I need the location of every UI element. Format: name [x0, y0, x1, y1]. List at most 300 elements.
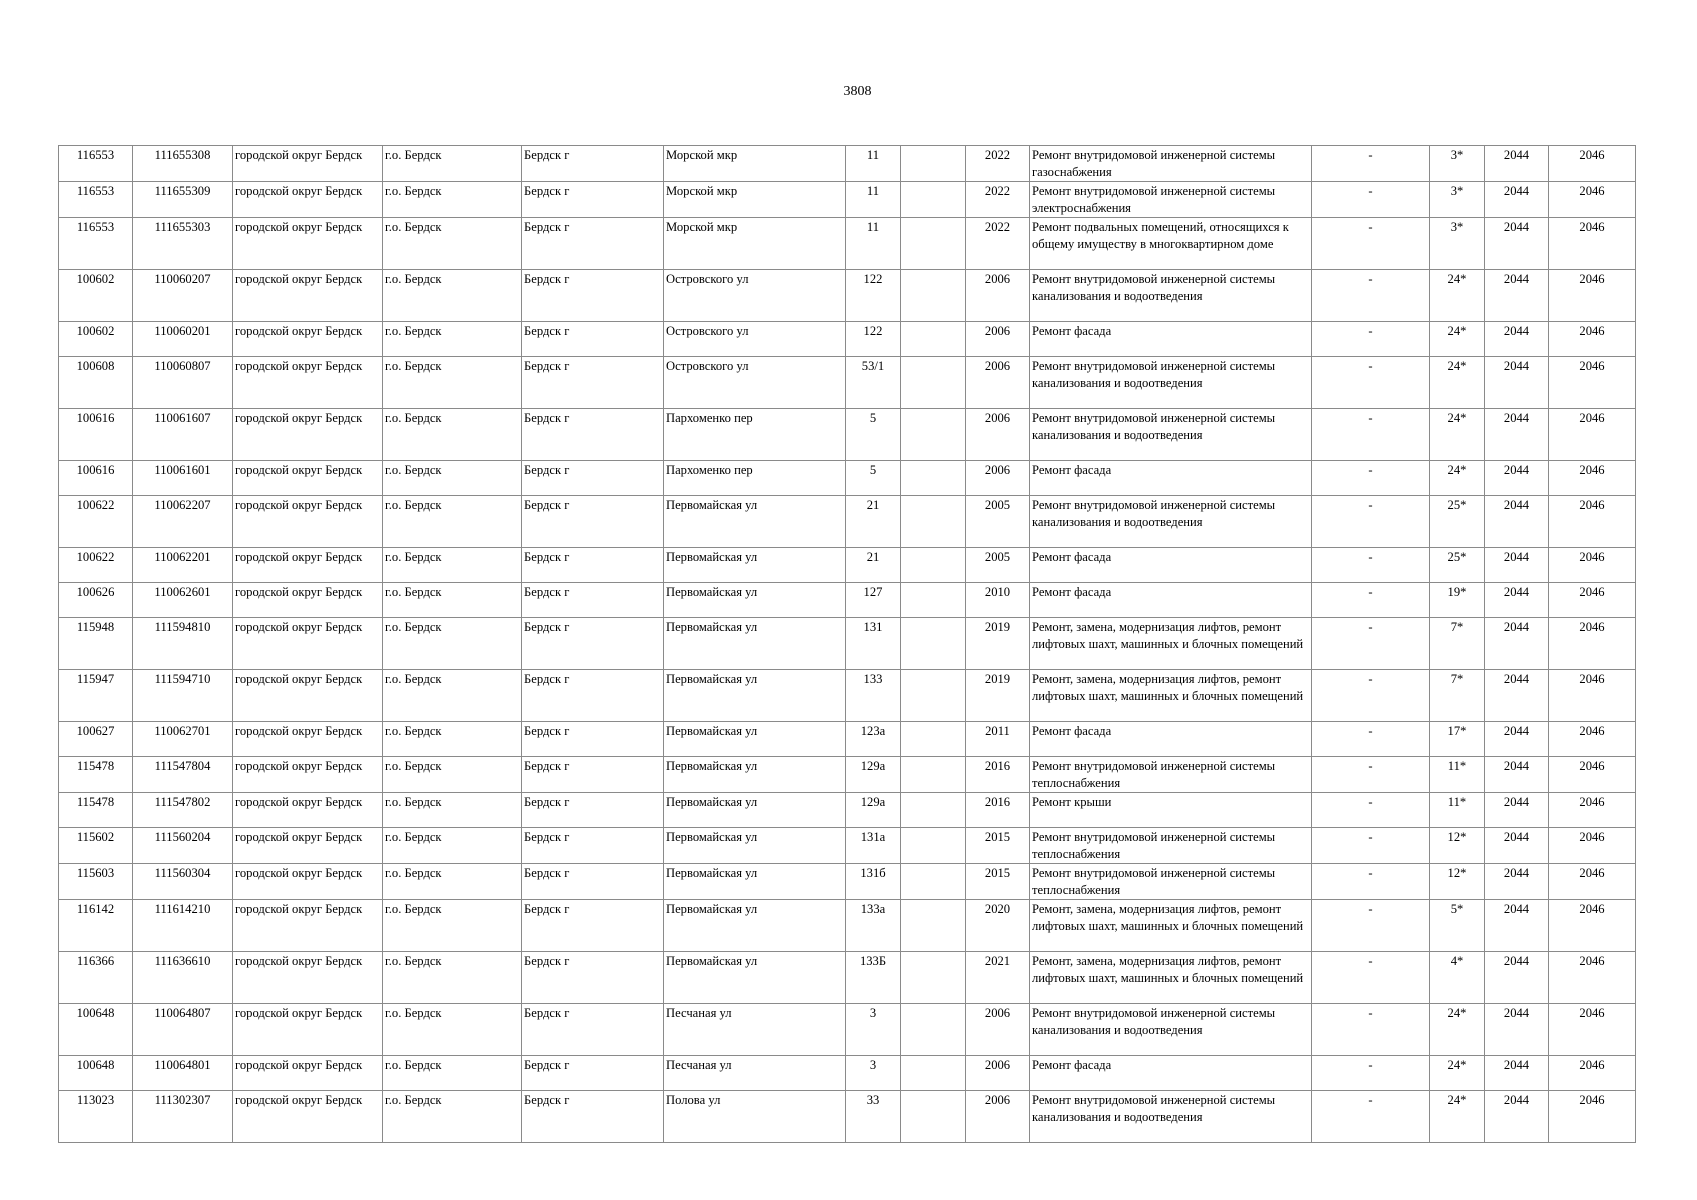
municipality-cell: г.о. Бердск	[383, 670, 522, 722]
work-type-cell: Ремонт фасада	[1030, 1056, 1312, 1091]
locality-cell: Бердск г	[522, 461, 664, 496]
period-cell: 12*	[1430, 864, 1485, 900]
dash-cell: -	[1312, 670, 1430, 722]
start-year-cell: 2044	[1485, 618, 1549, 670]
work-type-cell: Ремонт фасада	[1030, 722, 1312, 757]
house-cell: 11	[846, 218, 901, 270]
row-id: 115603	[59, 864, 133, 900]
locality-cell: Бердск г	[522, 670, 664, 722]
district-cell: городской округ Бердск	[233, 182, 383, 218]
start-year-cell: 2044	[1485, 357, 1549, 409]
house-cell: 122	[846, 270, 901, 322]
row-id: 116553	[59, 182, 133, 218]
street-cell: Первомайская ул	[664, 793, 846, 828]
locality-cell: Бердск г	[522, 548, 664, 583]
period-cell: 12*	[1430, 828, 1485, 864]
building-cell	[901, 461, 966, 496]
municipality-cell: г.о. Бердск	[383, 496, 522, 548]
district-cell: городской округ Бердск	[233, 952, 383, 1004]
house-cell: 131б	[846, 864, 901, 900]
district-cell: городской округ Бердск	[233, 146, 383, 182]
start-year-cell: 2044	[1485, 1056, 1549, 1091]
year-cell: 2006	[966, 1056, 1030, 1091]
table-row	[59, 218, 1636, 270]
work-code: 110062601	[133, 583, 233, 618]
street-cell: Первомайская ул	[664, 864, 846, 900]
house-cell: 123а	[846, 722, 901, 757]
municipality-cell: г.о. Бердск	[383, 1091, 522, 1143]
period-cell: 11*	[1430, 757, 1485, 793]
start-year-cell: 2044	[1485, 322, 1549, 357]
work-code: 110061601	[133, 461, 233, 496]
end-year-cell: 2046	[1549, 409, 1636, 461]
end-year-cell: 2046	[1549, 496, 1636, 548]
row-id: 100627	[59, 722, 133, 757]
table-row	[59, 461, 1636, 496]
year-cell: 2005	[966, 496, 1030, 548]
house-cell: 122	[846, 322, 901, 357]
street-cell: Первомайская ул	[664, 757, 846, 793]
building-cell	[901, 270, 966, 322]
locality-cell: Бердск г	[522, 583, 664, 618]
street-cell: Пархоменко пер	[664, 409, 846, 461]
house-cell: 3	[846, 1056, 901, 1091]
row-id: 115602	[59, 828, 133, 864]
district-cell: городской округ Бердск	[233, 496, 383, 548]
period-cell: 24*	[1430, 322, 1485, 357]
work-code: 111636610	[133, 952, 233, 1004]
district-cell: городской округ Бердск	[233, 270, 383, 322]
locality-cell: Бердск г	[522, 757, 664, 793]
work-code: 110064807	[133, 1004, 233, 1056]
district-cell: городской округ Бердск	[233, 828, 383, 864]
municipality-cell: г.о. Бердск	[383, 722, 522, 757]
building-cell	[901, 409, 966, 461]
locality-cell: Бердск г	[522, 357, 664, 409]
row-id: 115478	[59, 793, 133, 828]
table-row	[59, 496, 1636, 548]
start-year-cell: 2044	[1485, 864, 1549, 900]
table-row	[59, 357, 1636, 409]
work-code: 110062201	[133, 548, 233, 583]
work-code: 111560304	[133, 864, 233, 900]
dash-cell: -	[1312, 793, 1430, 828]
work-type-cell: Ремонт внутридомовой инженерной системы газоснабжения	[1030, 146, 1312, 182]
table-row	[59, 757, 1636, 793]
street-cell: Первомайская ул	[664, 952, 846, 1004]
dash-cell: -	[1312, 548, 1430, 583]
locality-cell: Бердск г	[522, 1056, 664, 1091]
row-id: 115478	[59, 757, 133, 793]
table-row	[59, 270, 1636, 322]
street-cell: Морской мкр	[664, 146, 846, 182]
row-id: 100648	[59, 1056, 133, 1091]
locality-cell: Бердск г	[522, 270, 664, 322]
dash-cell: -	[1312, 218, 1430, 270]
year-cell: 2016	[966, 757, 1030, 793]
locality-cell: Бердск г	[522, 182, 664, 218]
year-cell: 2019	[966, 618, 1030, 670]
building-cell	[901, 322, 966, 357]
row-id: 116553	[59, 218, 133, 270]
locality-cell: Бердск г	[522, 793, 664, 828]
start-year-cell: 2044	[1485, 583, 1549, 618]
locality-cell: Бердск г	[522, 828, 664, 864]
work-code: 111547802	[133, 793, 233, 828]
locality-cell: Бердск г	[522, 864, 664, 900]
municipality-cell: г.о. Бердск	[383, 900, 522, 952]
end-year-cell: 2046	[1549, 182, 1636, 218]
row-id: 100648	[59, 1004, 133, 1056]
locality-cell: Бердск г	[522, 1091, 664, 1143]
work-type-cell: Ремонт фасада	[1030, 548, 1312, 583]
year-cell: 2015	[966, 828, 1030, 864]
locality-cell: Бердск г	[522, 952, 664, 1004]
work-type-cell: Ремонт внутридомовой инженерной системы теплоснабжения	[1030, 757, 1312, 793]
work-code: 111594810	[133, 618, 233, 670]
period-cell: 4*	[1430, 952, 1485, 1004]
period-cell: 25*	[1430, 548, 1485, 583]
row-id: 100622	[59, 548, 133, 583]
street-cell: Островского ул	[664, 322, 846, 357]
house-cell: 131	[846, 618, 901, 670]
table-container	[58, 145, 1635, 1143]
table-row	[59, 1056, 1636, 1091]
street-cell: Песчаная ул	[664, 1004, 846, 1056]
year-cell: 2021	[966, 952, 1030, 1004]
period-cell: 24*	[1430, 1091, 1485, 1143]
start-year-cell: 2044	[1485, 218, 1549, 270]
work-code: 110060207	[133, 270, 233, 322]
building-cell	[901, 793, 966, 828]
dash-cell: -	[1312, 952, 1430, 1004]
municipality-cell: г.о. Бердск	[383, 793, 522, 828]
work-type-cell: Ремонт внутридомовой инженерной системы канализования и водоотведения	[1030, 1091, 1312, 1143]
year-cell: 2006	[966, 461, 1030, 496]
row-id: 100622	[59, 496, 133, 548]
start-year-cell: 2044	[1485, 496, 1549, 548]
work-type-cell: Ремонт внутридомовой инженерной системы канализования и водоотведения	[1030, 270, 1312, 322]
locality-cell: Бердск г	[522, 218, 664, 270]
work-type-cell: Ремонт подвальных помещений, относящихся к общему имуществу в многоквартирном доме	[1030, 218, 1312, 270]
year-cell: 2015	[966, 864, 1030, 900]
building-cell	[901, 670, 966, 722]
end-year-cell: 2046	[1549, 270, 1636, 322]
row-id: 100602	[59, 322, 133, 357]
dash-cell: -	[1312, 583, 1430, 618]
start-year-cell: 2044	[1485, 548, 1549, 583]
district-cell: городской округ Бердск	[233, 322, 383, 357]
end-year-cell: 2046	[1549, 461, 1636, 496]
year-cell: 2006	[966, 409, 1030, 461]
period-cell: 24*	[1430, 270, 1485, 322]
period-cell: 24*	[1430, 409, 1485, 461]
year-cell: 2006	[966, 1091, 1030, 1143]
street-cell: Островского ул	[664, 270, 846, 322]
year-cell: 2011	[966, 722, 1030, 757]
street-cell: Первомайская ул	[664, 900, 846, 952]
table-row	[59, 618, 1636, 670]
district-cell: городской округ Бердск	[233, 548, 383, 583]
locality-cell: Бердск г	[522, 146, 664, 182]
start-year-cell: 2044	[1485, 409, 1549, 461]
end-year-cell: 2046	[1549, 618, 1636, 670]
end-year-cell: 2046	[1549, 146, 1636, 182]
municipality-cell: г.о. Бердск	[383, 583, 522, 618]
period-cell: 7*	[1430, 670, 1485, 722]
work-code: 110062701	[133, 722, 233, 757]
end-year-cell: 2046	[1549, 722, 1636, 757]
street-cell: Островского ул	[664, 357, 846, 409]
locality-cell: Бердск г	[522, 322, 664, 357]
end-year-cell: 2046	[1549, 583, 1636, 618]
work-type-cell: Ремонт внутридомовой инженерной системы электроснабжения	[1030, 182, 1312, 218]
municipality-cell: г.о. Бердск	[383, 322, 522, 357]
table-row	[59, 864, 1636, 900]
period-cell: 11*	[1430, 793, 1485, 828]
end-year-cell: 2046	[1549, 757, 1636, 793]
start-year-cell: 2044	[1485, 461, 1549, 496]
table-row	[59, 409, 1636, 461]
year-cell: 2006	[966, 270, 1030, 322]
capital-repair-table	[58, 145, 1636, 1143]
work-type-cell: Ремонт, замена, модернизация лифтов, ремонт лифтовых шахт, машинных и блочных помещений	[1030, 670, 1312, 722]
dash-cell: -	[1312, 322, 1430, 357]
end-year-cell: 2046	[1549, 828, 1636, 864]
row-id: 100602	[59, 270, 133, 322]
dash-cell: -	[1312, 1004, 1430, 1056]
dash-cell: -	[1312, 1056, 1430, 1091]
dash-cell: -	[1312, 757, 1430, 793]
end-year-cell: 2046	[1549, 952, 1636, 1004]
end-year-cell: 2046	[1549, 1056, 1636, 1091]
building-cell	[901, 548, 966, 583]
district-cell: городской округ Бердск	[233, 218, 383, 270]
table-row	[59, 670, 1636, 722]
period-cell: 19*	[1430, 583, 1485, 618]
building-cell	[901, 146, 966, 182]
municipality-cell: г.о. Бердск	[383, 828, 522, 864]
end-year-cell: 2046	[1549, 548, 1636, 583]
building-cell	[901, 900, 966, 952]
period-cell: 3*	[1430, 182, 1485, 218]
house-cell: 53/1	[846, 357, 901, 409]
district-cell: городской округ Бердск	[233, 757, 383, 793]
table-row	[59, 722, 1636, 757]
building-cell	[901, 182, 966, 218]
row-id: 115947	[59, 670, 133, 722]
municipality-cell: г.о. Бердск	[383, 270, 522, 322]
year-cell: 2006	[966, 322, 1030, 357]
row-id: 116553	[59, 146, 133, 182]
dash-cell: -	[1312, 864, 1430, 900]
house-cell: 133Б	[846, 952, 901, 1004]
table-row	[59, 952, 1636, 1004]
street-cell: Полова ул	[664, 1091, 846, 1143]
dash-cell: -	[1312, 146, 1430, 182]
work-code: 110062207	[133, 496, 233, 548]
table-row	[59, 900, 1636, 952]
work-type-cell: Ремонт фасада	[1030, 583, 1312, 618]
dash-cell: -	[1312, 182, 1430, 218]
start-year-cell: 2044	[1485, 828, 1549, 864]
table-row	[59, 1091, 1636, 1143]
work-code: 111560204	[133, 828, 233, 864]
district-cell: городской округ Бердск	[233, 618, 383, 670]
municipality-cell: г.о. Бердск	[383, 864, 522, 900]
work-code: 110064801	[133, 1056, 233, 1091]
table-row	[59, 828, 1636, 864]
building-cell	[901, 1004, 966, 1056]
end-year-cell: 2046	[1549, 218, 1636, 270]
locality-cell: Бердск г	[522, 496, 664, 548]
dash-cell: -	[1312, 409, 1430, 461]
building-cell	[901, 496, 966, 548]
work-type-cell: Ремонт внутридомовой инженерной системы канализования и водоотведения	[1030, 496, 1312, 548]
municipality-cell: г.о. Бердск	[383, 409, 522, 461]
house-cell: 33	[846, 1091, 901, 1143]
start-year-cell: 2044	[1485, 900, 1549, 952]
building-cell	[901, 828, 966, 864]
work-code: 111655308	[133, 146, 233, 182]
house-cell: 129а	[846, 757, 901, 793]
street-cell: Первомайская ул	[664, 548, 846, 583]
locality-cell: Бердск г	[522, 722, 664, 757]
street-cell: Пархоменко пер	[664, 461, 846, 496]
locality-cell: Бердск г	[522, 409, 664, 461]
municipality-cell: г.о. Бердск	[383, 357, 522, 409]
row-id: 100616	[59, 461, 133, 496]
year-cell: 2022	[966, 146, 1030, 182]
municipality-cell: г.о. Бердск	[383, 757, 522, 793]
municipality-cell: г.о. Бердск	[383, 182, 522, 218]
locality-cell: Бердск г	[522, 1004, 664, 1056]
work-type-cell: Ремонт внутридомовой инженерной системы канализования и водоотведения	[1030, 1004, 1312, 1056]
end-year-cell: 2046	[1549, 322, 1636, 357]
work-type-cell: Ремонт фасада	[1030, 461, 1312, 496]
year-cell: 2022	[966, 218, 1030, 270]
municipality-cell: г.о. Бердск	[383, 1056, 522, 1091]
district-cell: городской округ Бердск	[233, 1056, 383, 1091]
table-row	[59, 548, 1636, 583]
start-year-cell: 2044	[1485, 670, 1549, 722]
end-year-cell: 2046	[1549, 357, 1636, 409]
row-id: 100626	[59, 583, 133, 618]
locality-cell: Бердск г	[522, 618, 664, 670]
street-cell: Первомайская ул	[664, 496, 846, 548]
row-id: 116142	[59, 900, 133, 952]
street-cell: Первомайская ул	[664, 618, 846, 670]
district-cell: городской округ Бердск	[233, 357, 383, 409]
end-year-cell: 2046	[1549, 1004, 1636, 1056]
period-cell: 24*	[1430, 1004, 1485, 1056]
start-year-cell: 2044	[1485, 182, 1549, 218]
municipality-cell: г.о. Бердск	[383, 952, 522, 1004]
district-cell: городской округ Бердск	[233, 670, 383, 722]
work-code: 111594710	[133, 670, 233, 722]
start-year-cell: 2044	[1485, 793, 1549, 828]
end-year-cell: 2046	[1549, 670, 1636, 722]
start-year-cell: 2044	[1485, 757, 1549, 793]
building-cell	[901, 218, 966, 270]
year-cell: 2005	[966, 548, 1030, 583]
municipality-cell: г.о. Бердск	[383, 548, 522, 583]
house-cell: 21	[846, 548, 901, 583]
table-row	[59, 146, 1636, 182]
house-cell: 3	[846, 1004, 901, 1056]
municipality-cell: г.о. Бердск	[383, 461, 522, 496]
municipality-cell: г.о. Бердск	[383, 1004, 522, 1056]
period-cell: 25*	[1430, 496, 1485, 548]
dash-cell: -	[1312, 461, 1430, 496]
work-code: 110060807	[133, 357, 233, 409]
year-cell: 2019	[966, 670, 1030, 722]
building-cell	[901, 757, 966, 793]
street-cell: Морской мкр	[664, 182, 846, 218]
work-code: 110060201	[133, 322, 233, 357]
period-cell: 5*	[1430, 900, 1485, 952]
end-year-cell: 2046	[1549, 900, 1636, 952]
building-cell	[901, 864, 966, 900]
house-cell: 11	[846, 182, 901, 218]
work-type-cell: Ремонт, замена, модернизация лифтов, ремонт лифтовых шахт, машинных и блочных помещений	[1030, 952, 1312, 1004]
house-cell: 5	[846, 409, 901, 461]
work-type-cell: Ремонт внутридомовой инженерной системы канализования и водоотведения	[1030, 357, 1312, 409]
work-code: 111302307	[133, 1091, 233, 1143]
dash-cell: -	[1312, 722, 1430, 757]
start-year-cell: 2044	[1485, 722, 1549, 757]
house-cell: 11	[846, 146, 901, 182]
building-cell	[901, 1091, 966, 1143]
work-code: 111614210	[133, 900, 233, 952]
street-cell: Песчаная ул	[664, 1056, 846, 1091]
district-cell: городской округ Бердск	[233, 722, 383, 757]
building-cell	[901, 583, 966, 618]
dash-cell: -	[1312, 828, 1430, 864]
table-body	[59, 146, 1636, 1143]
work-type-cell: Ремонт крыши	[1030, 793, 1312, 828]
work-type-cell: Ремонт внутридомовой инженерной системы канализования и водоотведения	[1030, 409, 1312, 461]
house-cell: 133	[846, 670, 901, 722]
dash-cell: -	[1312, 357, 1430, 409]
street-cell: Первомайская ул	[664, 722, 846, 757]
end-year-cell: 2046	[1549, 864, 1636, 900]
period-cell: 7*	[1430, 618, 1485, 670]
table-row	[59, 1004, 1636, 1056]
street-cell: Первомайская ул	[664, 670, 846, 722]
row-id: 115948	[59, 618, 133, 670]
work-code: 111655309	[133, 182, 233, 218]
dash-cell: -	[1312, 270, 1430, 322]
period-cell: 17*	[1430, 722, 1485, 757]
building-cell	[901, 952, 966, 1004]
period-cell: 24*	[1430, 461, 1485, 496]
year-cell: 2016	[966, 793, 1030, 828]
street-cell: Первомайская ул	[664, 583, 846, 618]
house-cell: 127	[846, 583, 901, 618]
work-type-cell: Ремонт внутридомовой инженерной системы теплоснабжения	[1030, 828, 1312, 864]
work-type-cell: Ремонт, замена, модернизация лифтов, ремонт лифтовых шахт, машинных и блочных помещений	[1030, 900, 1312, 952]
dash-cell: -	[1312, 900, 1430, 952]
start-year-cell: 2044	[1485, 1004, 1549, 1056]
house-cell: 5	[846, 461, 901, 496]
work-type-cell: Ремонт фасада	[1030, 322, 1312, 357]
start-year-cell: 2044	[1485, 952, 1549, 1004]
street-cell: Первомайская ул	[664, 828, 846, 864]
year-cell: 2020	[966, 900, 1030, 952]
start-year-cell: 2044	[1485, 270, 1549, 322]
period-cell: 24*	[1430, 1056, 1485, 1091]
